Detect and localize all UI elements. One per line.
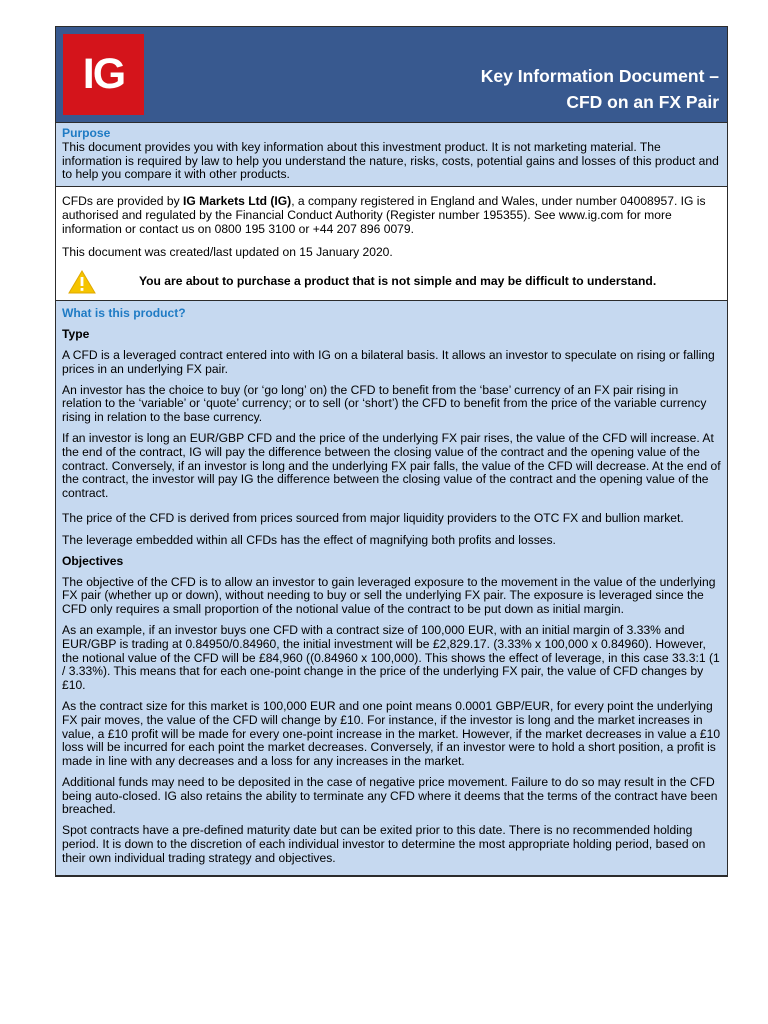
document-header [56, 27, 727, 123]
type-paragraph-4: The price of the CFD is derived from prices sourced from major liquidity providers to the OTC FX and bullion market. [62, 510, 684, 525]
warning-row [62, 270, 721, 294]
purpose-section [56, 123, 727, 187]
title-line-1: Key Information Document – [480, 66, 719, 86]
type-heading: Type [62, 327, 90, 342]
type-paragraph-1: A CFD is a leveraged contract entered into with IG on a bilateral basis. It allows an investor to speculate on rising or falling prices in an underlying FX pair. [62, 347, 715, 376]
provider-prefix: CFDs are provided by [62, 194, 183, 209]
warning-text: You are about to purchase a product that is not simple and may be difficult to understand. [139, 274, 657, 289]
objectives-paragraph-1: The objective of the CFD is to allow an investor to gain leveraged exposure to the movement in the value of the underlying FX pair (whether up or down), without needing to buy or sell the underlying FX pair. The exposure is leveraged since the CFD only requires a small proportion of the notional value of the contract to be put down as initial margin. [62, 574, 716, 617]
type-paragraph-3: If an investor is long an EUR/GBP CFD and the price of the underlying FX pair rises, the value of the CFD will increase. At the end of the contract, IG will pay the difference between the closing value of the contract and the opening value of the contract. Conversely, if an investor is long and the underlying FX pair falls, the value of the CFD will decrease. At the end of the contract, the investor will pay IG the difference between the closing value of the contract and the opening value of the contract. [62, 430, 721, 501]
objectives-paragraph-2: As an example, if an investor buys one CFD with a contract size of 100,000 EUR, with an initial margin of 3.33% and EUR/GBP is trading at 0.84950/0.84960, the initial investment will be £2,829.17. (3.33% x 100,000 x 0.84960). However, the notional value of the CFD will be £84,960 ((0.84960 x 100,000). This shows the effect of leverage, in this case 33.3:1 (1 / 3.33%). This means that for each one-point change in the price of the underlying FX pair, the value of CFD changes by £10. [62, 622, 720, 693]
product-section [56, 301, 727, 875]
provider-details: , a company registered in England and Wales, under number 04008957. IG is authorised and regulated by the Financial Conduct Authority (Register number 195355). See www.ig.com for more information or contact us on 0800 195 3100 or +44 207 896 0079. [62, 194, 706, 236]
purpose-text: This document provides you with key information about this investment product. It is not marketing material. The information is required by law to help you understand the nature, risks, costs, potential gains and losses of this product and to help you compare it with other products. [62, 139, 719, 182]
updated-text: This document was created/last updated on 15 January 2020. [62, 244, 393, 259]
ig-logo: IG [63, 34, 144, 115]
product-heading: What is this product? [62, 306, 186, 321]
objectives-paragraph-5: Spot contracts have a pre-defined maturity date but can be exited prior to this date. There is no recommended holding period. It is down to the discretion of each individual investor to determine the most appropriate holding period, based on their own individual trading strategy and objectives. [62, 823, 706, 865]
provider-company: IG Markets Ltd (IG) [183, 194, 292, 209]
objectives-paragraph-3: As the contract size for this market is 100,000 EUR and one point means 0.0001 GBP/EUR, for every point the underlying FX pair moves, the value of the CFD will change by £10. For instance, if the investor is long and the market increases in value, a £10 profit will be made for every one-point increase in the market. However, if the market decreases in value a £10 loss will be incurred for each point the market decreases. Conversely, if an investor were to hold a short position, a profit is made in line with any decreases and a loss for any increases in the market. [62, 698, 721, 769]
type-paragraph-2: An investor has the choice to buy (or ‘go long’ on) the CFD to benefit from the ‘base’ currency of an FX pair rising in relation to the ‘variable’ or ‘quote’ currency; or to sell (or ‘short’) the CFD to benefit from the price of the variable currency rising in relation to the base currency. [62, 382, 707, 425]
provider-text [62, 195, 721, 236]
warning-triangle-icon [68, 270, 96, 294]
kid-document [55, 26, 728, 877]
document-title [481, 63, 719, 115]
purpose-heading: Purpose [62, 126, 111, 140]
title-line-2: CFD on an FX Pair [566, 92, 719, 112]
objectives-paragraph-4: Additional funds may need to be deposited in the case of negative price movement. Failure to do so may result in the CFD being auto-closed. IG also retains the ability to terminate any CFD where it deems that the terms of the contract have been breached. [62, 774, 718, 817]
type-paragraph-5: The leverage embedded within all CFDs has the effect of magnifying both profits and losses. [62, 532, 556, 547]
provider-section [56, 187, 727, 301]
objectives-heading: Objectives [62, 553, 124, 568]
